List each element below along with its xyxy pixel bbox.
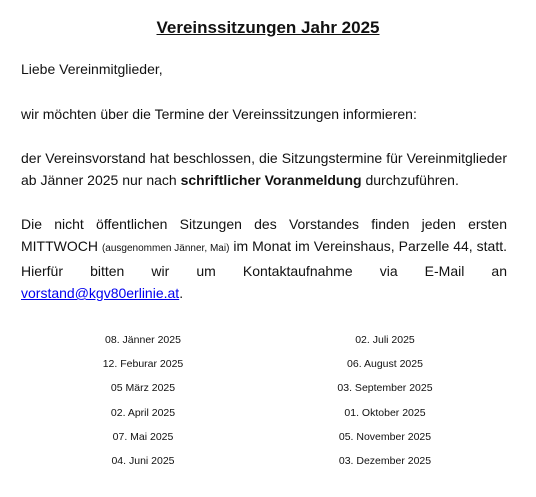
date-item: 03. September 2025: [337, 382, 433, 395]
date-item: 02. Juli 2025: [355, 334, 415, 346]
intro-paragraph: wir möchten über die Termine der Vereinssitzungen informieren:: [21, 106, 417, 122]
meeting-dates-list: [0, 328, 536, 478]
date-item: 05. November 2025: [338, 430, 432, 443]
board-text-part1: der Vereinsvorstand hat beschlossen, die Sitzungstermine für Vereinmitglieder ab Jänner 2025 nur nach: [21, 150, 507, 188]
dates-column-right: [285, 328, 485, 473]
board-decision-paragraph: [21, 147, 507, 191]
meetings-paragraph: [21, 213, 507, 304]
date-item: 07. Mai 2025: [112, 430, 174, 443]
date-item: 04. Juni 2025: [111, 454, 175, 467]
greeting-paragraph: Liebe Vereinmitglieder,: [21, 61, 163, 77]
date-item: 02. April 2025: [110, 406, 176, 419]
date-item: 12. Feburar 2025: [102, 358, 184, 371]
date-item: 03. Dezember 2025: [338, 454, 432, 467]
date-item: 08. Jänner 2025: [105, 334, 181, 346]
board-text-bold: schriftlicher Voranmeldung: [180, 172, 362, 188]
meetings-exceptions-note: (ausgenommen Jänner, Mai): [101, 243, 230, 254]
dates-column-left: [43, 328, 243, 473]
date-item: 05 März 2025: [110, 382, 176, 395]
meetings-text-part1: Die nicht öffentlichen Sitzungen des Vorstandes finden jeden ersten MITTWOCH: [21, 216, 507, 254]
document-title: Vereinssitzungen Jahr 2025: [156, 18, 380, 37]
board-text-part2: durchzuführen.: [361, 172, 459, 188]
meetings-text-part2: im Monat im Vereinshaus, Parzelle 44, statt. Hierfür bitten wir um Kontaktaufnahme via E-Mail an: [21, 238, 507, 279]
date-item: 01. Oktober 2025: [344, 406, 426, 419]
date-item: 06. August 2025: [347, 358, 423, 371]
email-link[interactable]: vorstand@kgv80erlinie.at: [21, 285, 180, 301]
meetings-text-part3: .: [179, 285, 184, 301]
